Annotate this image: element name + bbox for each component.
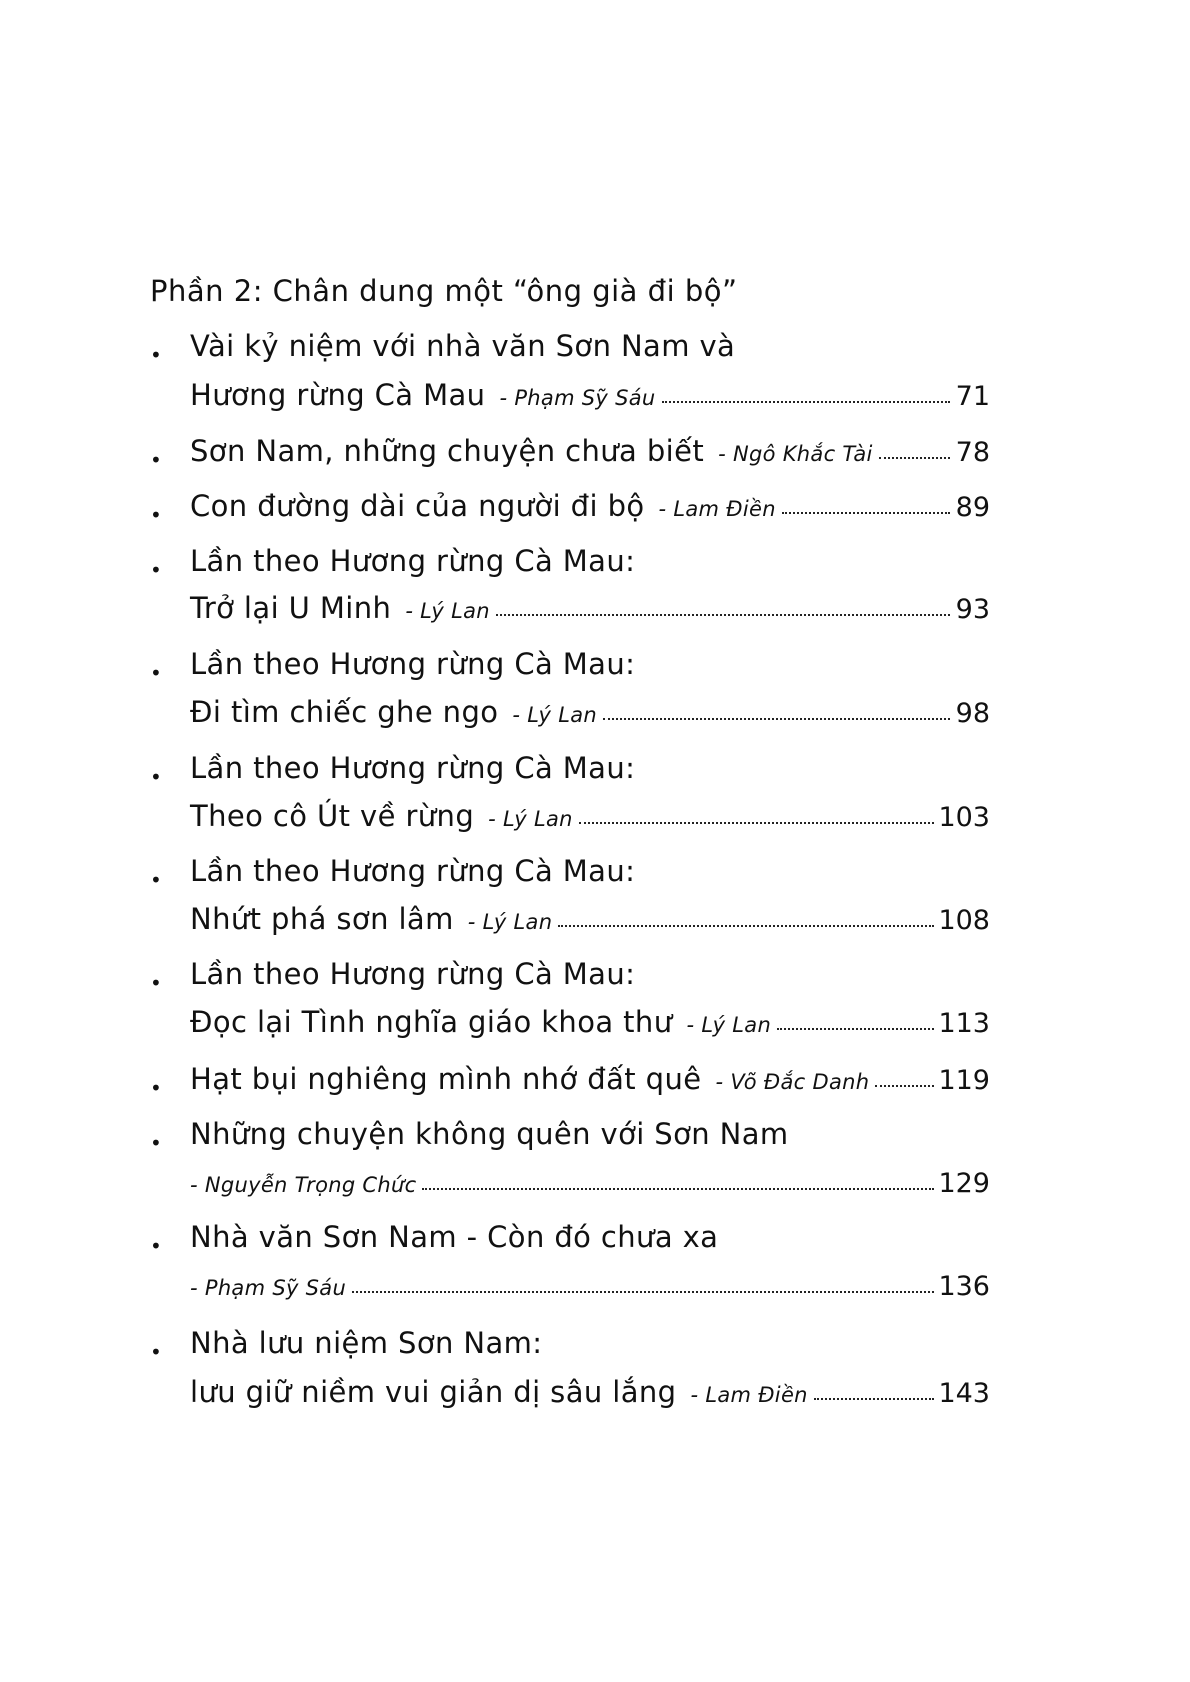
entry-title: Con đường dài của người đi bộ: [190, 489, 645, 523]
dot-leader: [777, 1027, 934, 1030]
entry-title-line1: Lần theo Hương rừng Cà Mau:: [190, 544, 636, 578]
page-number: 143: [938, 1378, 990, 1409]
page-number: 103: [938, 802, 990, 833]
bullet-icon: •: [150, 558, 162, 582]
dot-leader: [603, 717, 950, 720]
page-number: 113: [938, 1008, 990, 1039]
bullet-icon: •: [150, 765, 162, 789]
page-number: 89: [955, 492, 990, 523]
bullet-icon: •: [150, 868, 162, 892]
entry-title-line1: Lần theo Hương rừng Cà Mau:: [190, 854, 636, 888]
dot-leader: [814, 1397, 935, 1400]
entry-leader-line: [190, 591, 990, 631]
bullet-icon: •: [150, 343, 162, 367]
entry-author: - Lý Lan: [512, 703, 598, 727]
entry-title-line1: Vài kỷ niệm với nhà văn Sơn Nam và: [190, 329, 736, 363]
entry-author: - Lam Điền: [690, 1383, 808, 1407]
page-number: 78: [955, 437, 990, 468]
page-number: 119: [938, 1065, 990, 1096]
entry-author: - Lý Lan: [405, 599, 490, 623]
bullet-icon: •: [150, 448, 162, 472]
entry-leader-line: [190, 695, 990, 735]
page-number: 136: [938, 1271, 990, 1302]
entry-title: Hương rừng Cà Mau: [190, 378, 486, 412]
entry-title: Nhứt phá sơn lâm: [190, 902, 454, 936]
dot-leader: [879, 456, 950, 459]
entry-title-line1: Lần theo Hương rừng Cà Mau:: [190, 957, 636, 991]
entry-title: Theo cô Út về rừng: [190, 799, 475, 833]
page-number: 98: [955, 698, 990, 729]
entry-title-line1: Lần theo Hương rừng Cà Mau:: [190, 751, 636, 785]
entry-leader-line: [190, 1168, 990, 1208]
bullet-icon: •: [150, 661, 162, 685]
section-heading: Phần 2: Chân dung một “ông già đi bộ”: [150, 274, 738, 308]
bullet-icon: •: [150, 971, 162, 995]
entry-title: Đi tìm chiếc ghe ngo: [190, 695, 499, 729]
entry-title: Sơn Nam, những chuyện chưa biết: [190, 434, 705, 468]
entry-leader-line: [190, 378, 990, 418]
entry-author: - Lý Lan: [488, 807, 573, 831]
dot-leader: [875, 1084, 934, 1087]
dot-leader: [782, 511, 950, 514]
entry-title-line1: Nhà văn Sơn Nam - Còn đó chưa xa: [190, 1220, 719, 1254]
dot-leader: [496, 613, 950, 616]
entry-title-line1: Lần theo Hương rừng Cà Mau:: [190, 647, 636, 681]
entry-author: - Võ Đắc Danh: [715, 1070, 870, 1094]
entry-leader-line: [190, 489, 990, 529]
bullet-icon: •: [150, 503, 162, 527]
entry-leader-line: [190, 1271, 990, 1311]
entry-leader-line: [190, 1375, 990, 1415]
bullet-icon: •: [150, 1076, 162, 1100]
page-number: 108: [938, 905, 990, 936]
entry-title: lưu giữ niềm vui giản dị sâu lắng: [190, 1375, 677, 1409]
entry-author: - Phạm Sỹ Sáu: [499, 386, 656, 410]
entry-author: - Ngô Khắc Tài: [718, 442, 873, 466]
page-number: 129: [938, 1168, 990, 1199]
bullet-icon: •: [150, 1131, 162, 1155]
entry-title-line1: Những chuyện không quên với Sơn Nam: [190, 1117, 789, 1151]
entry-leader-line: [190, 1062, 990, 1102]
entry-leader-line: [190, 902, 990, 942]
dot-leader: [558, 924, 934, 927]
entry-title: Trở lại U Minh: [190, 591, 392, 625]
entry-author: - Lý Lan: [686, 1013, 772, 1037]
entry-title: Hạt bụi nghiêng mình nhớ đất quê: [190, 1062, 702, 1096]
dot-leader: [579, 821, 935, 824]
entry-leader-line: [190, 434, 990, 474]
entry-author: - Lam Điền: [658, 497, 776, 521]
entry-author: - Lý Lan: [467, 910, 553, 934]
dot-leader: [422, 1187, 934, 1190]
bullet-icon: •: [150, 1234, 162, 1258]
entry-title-line1: Nhà lưu niệm Sơn Nam:: [190, 1326, 543, 1360]
entry-leader-line: [190, 799, 990, 839]
entry-author: - Phạm Sỹ Sáu: [190, 1276, 347, 1300]
page-number: 71: [955, 381, 990, 412]
dot-leader: [352, 1290, 934, 1293]
bullet-icon: •: [150, 1340, 162, 1364]
dot-leader: [662, 400, 950, 403]
entry-leader-line: [190, 1005, 990, 1045]
entry-author: - Nguyễn Trọng Chức: [190, 1173, 417, 1197]
entry-title: Đọc lại Tình nghĩa giáo khoa thư: [190, 1005, 673, 1039]
page-number: 93: [955, 594, 990, 625]
